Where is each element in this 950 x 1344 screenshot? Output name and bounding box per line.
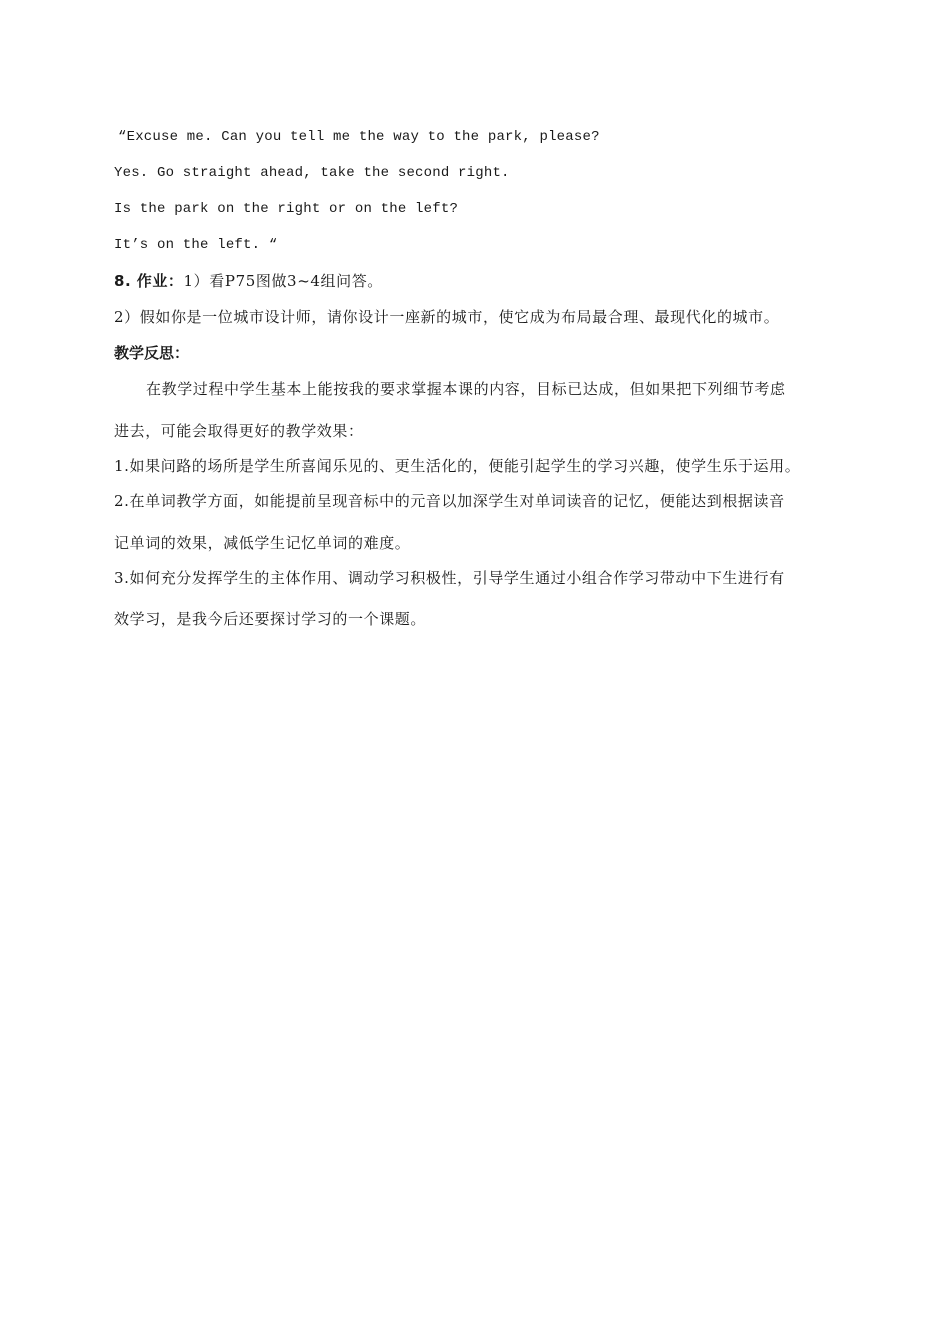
homework-item-2: 2）假如你是一位城市设计师，请你设计一座新的城市，使它成为布局最合理、最现代化的城市。 [114,308,780,326]
reflection-intro-line-2: 进去，可能会取得更好的教学效果： [114,422,364,440]
reflection-point-2-line-2: 记单词的效果，减低学生记忆单词的难度。 [114,534,411,552]
dialogue-line-1: “Excuse me. Can you tell me the way to the park, please? [118,129,600,145]
dialogue-line-3: Is the park on the right or on the left? [114,201,459,217]
reflection-point-3-line-2: 效学习，是我今后还要探讨学习的一个课题。 [114,610,427,628]
dialogue-line-4: It’s on the left. “ [114,237,278,253]
reflection-point-2-line-1: 2.在单词教学方面，如能提前呈现音标中的元音以加深学生对单词读音的记忆，便能达到根据读音 [114,492,785,510]
reflection-point-1: 1.如果问路的场所是学生所喜闻乐见的、更生活化的，便能引起学生的学习兴趣，使学生乐于运用。 [114,457,801,475]
reflection-heading: 教学反思： [114,344,190,362]
dialogue-line-2: Yes. Go straight ahead, take the second right. [114,165,510,181]
homework-heading: 作业： [136,272,184,290]
homework-item-1: 1）看P75图做3~4组问答。 [183,272,383,290]
reflection-intro-line-1: 在教学过程中学生基本上能按我的要求掌握本课的内容，目标已达成，但如果把下列细节考虑 [146,380,786,398]
homework-number: 8. [114,272,132,290]
homework-line [114,271,383,291]
reflection-point-3-line-1: 3.如何充分发挥学生的主体作用、调动学习积极性，引导学生通过小组合作学习带动中下生进行有 [114,569,785,587]
